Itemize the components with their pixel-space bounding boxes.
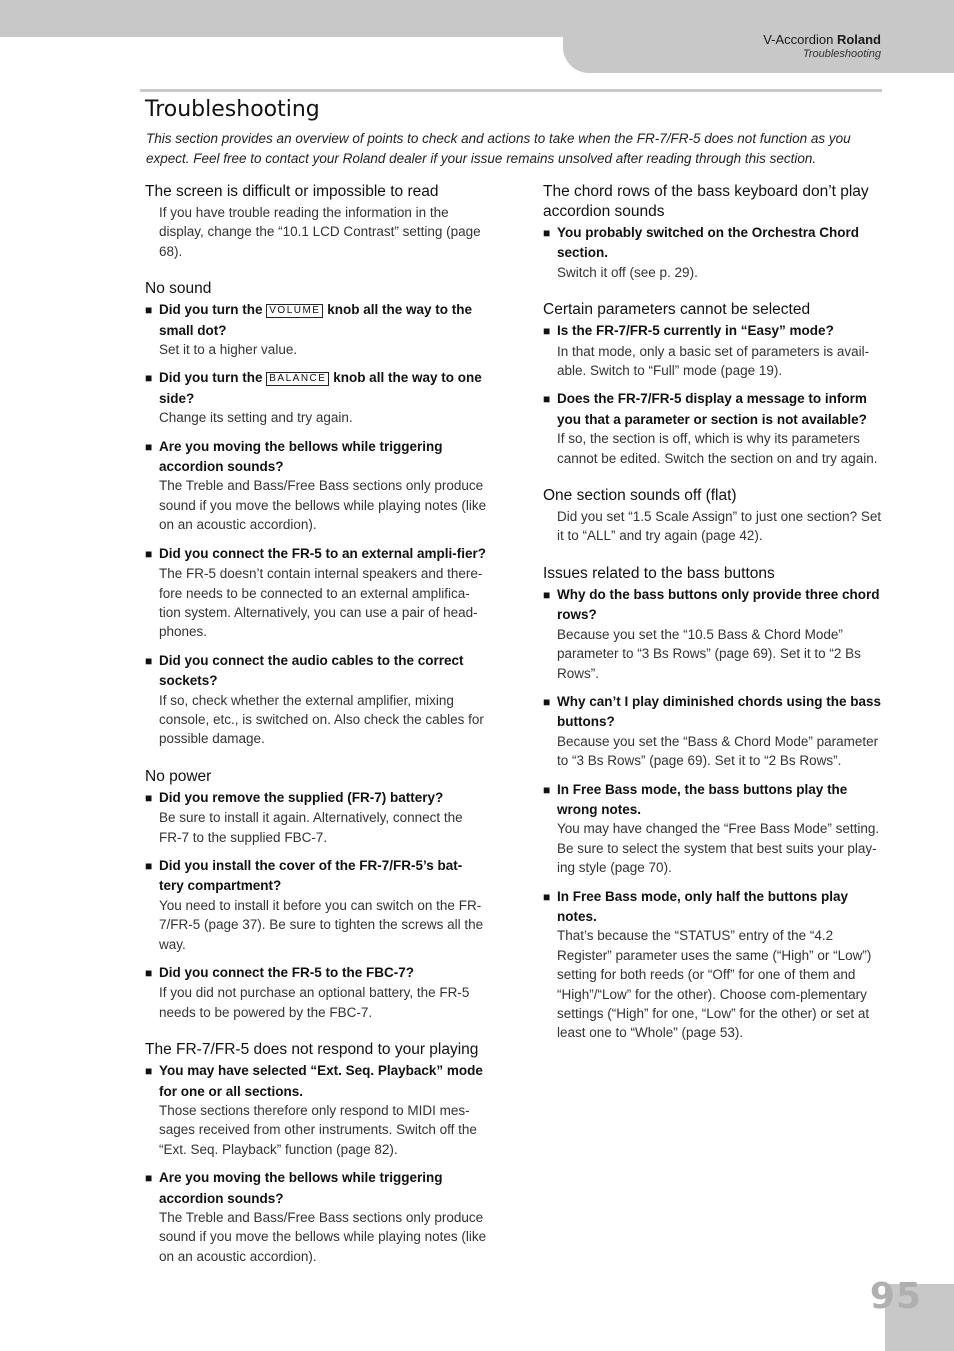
question-text: In Free Bass mode, the bass buttons play the wrong notes. <box>557 781 848 817</box>
question-text: Did you install the cover of the FR-7/FR-5’s bat-tery compartment? <box>159 857 463 894</box>
question <box>145 651 487 691</box>
answer: You may have changed the “Free Bass Mode” setting. Be sure to select the system that best suits your play-ing style (page 70). <box>557 821 880 876</box>
answer: Switch it off (see p. 29). <box>557 264 698 280</box>
square-bullet-icon: ■ <box>145 1064 153 1079</box>
question-item <box>145 300 487 359</box>
question-text: You may have selected “Ext. Seq. Playback” mode for one or all sections. <box>159 1063 483 1099</box>
section-sounds-off <box>543 486 883 546</box>
question-item <box>145 1061 487 1159</box>
section-title: The FR-7/FR-5 does not respond to your playing <box>145 1041 479 1059</box>
question-text: knob all the way to the small dot? <box>159 302 473 338</box>
right-column <box>543 182 883 1061</box>
answer: The Treble and Bass/Free Bass sections only produce sound if you move the bellows while playing notes (like on an acoustic accordion). <box>159 1210 487 1264</box>
question-text: Is the FR-7/FR-5 currently in “Easy” mode? <box>557 323 834 339</box>
question <box>145 856 487 896</box>
square-bullet-icon: ■ <box>543 226 551 240</box>
left-column <box>145 182 487 1284</box>
square-bullet-icon: ■ <box>543 694 551 709</box>
question <box>543 585 883 625</box>
question-item <box>145 544 487 642</box>
section-title: No power <box>145 767 212 785</box>
square-bullet-icon: ■ <box>543 889 551 904</box>
answer: The Treble and Bass/Free Bass sections only produce sound if you move the bellows while playing notes (like on an acoustic accordion). <box>159 478 487 533</box>
title-rule <box>140 89 882 92</box>
answer: Be sure to install it again. Alternatively, connect the FR-7 to the supplied FBC-7. <box>159 810 463 845</box>
square-bullet-icon: ■ <box>145 858 153 873</box>
volume-knob-label: VOLUME <box>266 304 323 318</box>
brand-logo: Roland <box>836 32 881 47</box>
square-bullet-icon: ■ <box>145 546 153 561</box>
answer: If so, the section is off, which is why its parameters cannot be edited. Switch the section on and try again. <box>557 431 878 466</box>
square-bullet-icon: ■ <box>145 790 153 805</box>
answer: That’s because the “STATUS” entry of the “4.2 Register” parameter uses the same (“High” or “Low”) setting for both reeds (or “Off” for one of them and “High”/“Low” for the other). Choose com-plementary settings (“High” for one, “Low” for the other) or set at least one to “Whole” (page 53). <box>557 928 872 1041</box>
square-bullet-icon: ■ <box>145 439 153 454</box>
page-title: Troubleshooting <box>145 97 320 122</box>
question-item <box>543 780 883 878</box>
section-no-sound <box>145 279 487 749</box>
question <box>145 963 487 983</box>
answer: If so, check whether the external amplifier, mixing console, etc., is switched on. Also check the cables for possible damage. <box>159 692 484 747</box>
question-text: Did you turn the <box>159 302 267 318</box>
question-text: Did you connect the audio cables to the correct sockets? <box>159 652 464 689</box>
section-title: One section sounds off (flat) <box>543 487 737 505</box>
question-item <box>145 1168 487 1266</box>
question <box>145 437 487 477</box>
section-bass-buttons <box>543 564 883 1043</box>
question-text: Did you connect the FR-5 to the FBC-7? <box>159 965 414 980</box>
question-item <box>145 651 487 749</box>
question-item <box>543 389 883 468</box>
running-header-section: Troubleshooting <box>802 48 881 60</box>
square-bullet-icon: ■ <box>145 966 153 980</box>
header-tab <box>563 0 954 73</box>
answer: Because you set the “10.5 Bass & Chord Mode” parameter to “3 Bs Rows” (page 69). Set it to “2 Bs Rows”. <box>557 626 861 681</box>
answer: Change its setting and try again. <box>159 410 353 426</box>
question <box>543 223 883 263</box>
answer: In that mode, only a basic set of parameters is avail-able. Switch to “Full” mode (page 19). <box>557 343 870 379</box>
question-item <box>543 223 883 282</box>
question <box>145 1061 487 1101</box>
question-text: knob all the way to one side? <box>159 370 482 406</box>
answer: Set it to a higher value. <box>159 342 298 358</box>
question <box>145 300 487 340</box>
section-title: No sound <box>145 280 212 298</box>
question-item <box>543 321 883 380</box>
question-text: Does the FR-7/FR-5 display a message to inform you that a parameter or section is not available? <box>557 391 867 427</box>
page-number: 95 <box>869 1276 922 1317</box>
question-item <box>145 856 487 954</box>
square-bullet-icon: ■ <box>145 1171 153 1186</box>
question-item <box>543 887 883 1043</box>
square-bullet-icon: ■ <box>145 653 153 668</box>
square-bullet-icon: ■ <box>543 782 551 797</box>
question-item <box>145 788 487 847</box>
question <box>543 692 883 732</box>
section-title: The screen is difficult or impossible to read <box>145 183 439 200</box>
square-bullet-icon: ■ <box>543 587 551 602</box>
section-chord-rows <box>543 182 883 282</box>
answer: If you did not purchase an optional battery, the FR-5 needs to be powered by the FBC-7. <box>159 985 470 1020</box>
square-bullet-icon: ■ <box>145 303 153 318</box>
answer: Those sections therefore only respond to MIDI mes-sages received from other instruments. Switch off the “Ext. Seq. Playback” function (page 82). <box>159 1103 477 1157</box>
question-item <box>543 585 883 683</box>
question <box>543 887 883 927</box>
question <box>145 544 487 564</box>
question-item <box>145 368 487 427</box>
question <box>543 321 883 341</box>
section-body: If you have trouble reading the information in the display, change the “10.1 LCD Contrast” setting (page 68). <box>159 205 481 259</box>
product-name: V-Accordion <box>763 32 834 47</box>
question <box>145 788 487 808</box>
intro-paragraph: This section provides an overview of points to check and actions to take when the FR-7/FR-5 does not function as you expect. Feel free to contact your Roland dealer if your issue remains unsolved after reading through this section. <box>146 131 851 166</box>
square-bullet-icon: ■ <box>145 371 153 386</box>
question-text: Are you moving the bellows while triggering accordion sounds? <box>159 1170 443 1206</box>
answer: You need to install it before you can switch on the FR-7/FR-5 (page 37). Be sure to tighten the screws all the way. <box>159 897 484 952</box>
question-text: Did you remove the supplied (FR-7) battery? <box>159 789 444 805</box>
question-item <box>145 437 487 535</box>
section-body: Did you set “1.5 Scale Assign” to just one section? Set it to “ALL” and try again (page 42). <box>557 509 882 544</box>
section-screen-difficult <box>145 182 487 261</box>
question-text: Why can’t I play diminished chords using the bass buttons? <box>557 693 882 730</box>
section-title: The chord rows of the bass keyboard don’t play accordion sounds <box>543 183 869 220</box>
answer: The FR-5 doesn’t contain internal speakers and there-fore needs to be connected to an external amplifica-tion system. Alternatively, you can use a pair of head-phones. <box>159 566 483 640</box>
question-text: Are you moving the bellows while triggering accordion sounds? <box>159 438 443 475</box>
question <box>145 1168 487 1208</box>
balance-knob-label: BALANCE <box>266 372 329 386</box>
question-item <box>543 692 883 771</box>
section-no-response <box>145 1040 487 1266</box>
question-text: Why do the bass buttons only provide three chord rows? <box>557 586 880 623</box>
question-item <box>145 963 487 1022</box>
running-header-product <box>763 32 881 47</box>
question-text: Did you connect the FR-5 to an external ampli-fier? <box>159 545 487 561</box>
question <box>145 368 487 408</box>
section-title: Certain parameters cannot be selected <box>543 301 811 319</box>
square-bullet-icon: ■ <box>543 392 551 407</box>
question-text: You probably switched on the Orchestra Chord section. <box>557 225 860 261</box>
section-parameters <box>543 300 883 468</box>
answer: Because you set the “Bass & Chord Mode” parameter to “3 Bs Rows” (page 69). Set it to “2 Bs Rows”. <box>557 733 879 769</box>
square-bullet-icon: ■ <box>543 324 551 339</box>
section-title: Issues related to the bass buttons <box>543 564 775 582</box>
question <box>543 389 883 429</box>
question-text: In Free Bass mode, only half the buttons play notes. <box>557 888 849 924</box>
question-text: Did you turn the <box>159 370 267 386</box>
question <box>543 780 883 820</box>
section-no-power <box>145 767 487 1022</box>
